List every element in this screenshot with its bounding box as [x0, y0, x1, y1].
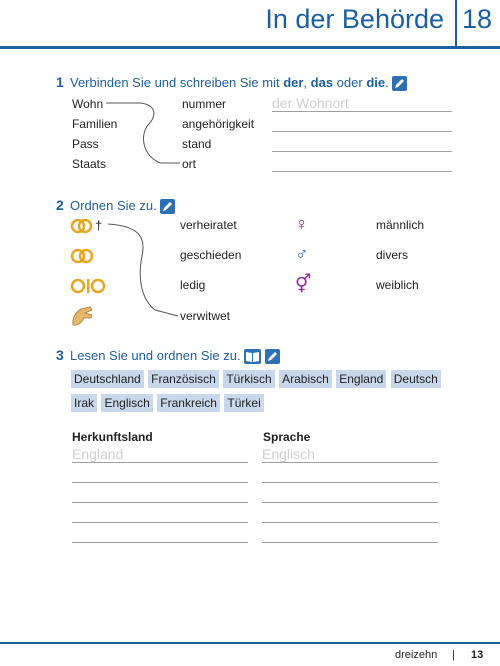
language-line-2[interactable]: [262, 482, 438, 483]
ex1-left-2: Familien: [72, 117, 118, 131]
diverse-icon: ⚥: [295, 274, 312, 294]
language-line-5[interactable]: [262, 542, 438, 543]
ex1-right-3: stand: [182, 137, 212, 151]
ex2-gender-2: divers: [376, 248, 409, 262]
ex2-status-4: verwitwet: [180, 309, 231, 323]
column-header-language: Sprache: [263, 430, 311, 444]
married-rings-icon: [70, 246, 100, 266]
column-header-country: Herkunftsland: [72, 430, 153, 444]
ex3-example-country: England: [72, 446, 124, 462]
ex2-status-2: geschieden: [180, 248, 242, 262]
country-line-4[interactable]: [72, 522, 248, 523]
female-icon: ♀: [295, 214, 309, 234]
ex1-example-answer: der Wohnort: [272, 95, 349, 111]
ex1-answer-line-4[interactable]: [272, 171, 452, 172]
word-chip: Deutsch: [391, 370, 441, 388]
ex2-status-3: ledig: [180, 278, 206, 292]
ex1-connector-line: [100, 95, 190, 170]
ex2-connector-line: [100, 218, 185, 322]
country-line-1[interactable]: [72, 462, 248, 463]
exercise-2-number: 2: [56, 197, 64, 213]
ex1-left-1: Wohn: [72, 97, 104, 111]
book-icon: [244, 349, 261, 364]
word-chip: Irak: [71, 394, 97, 412]
page-number: 13: [471, 649, 484, 661]
language-line-1[interactable]: [262, 462, 438, 463]
ex1-right-4: ort: [182, 157, 197, 171]
pencil-icon: [392, 76, 407, 91]
country-line-5[interactable]: [72, 542, 248, 543]
exercise-2-instruction: Ordnen Sie zu.: [70, 198, 175, 214]
male-icon: ♂: [295, 244, 309, 264]
ex3-example-language: Englisch: [262, 446, 315, 462]
exercise-3-instruction: Lesen Sie und ordnen Sie zu.: [70, 348, 280, 364]
ex1-answer-line-1[interactable]: [272, 111, 452, 112]
page-title: In der Behörde: [265, 4, 444, 34]
exercise-1-number: 1: [56, 74, 64, 90]
word-chip: England: [336, 370, 386, 388]
header-rule: [0, 46, 500, 49]
dagger-symbol: †: [95, 218, 103, 233]
country-line-2[interactable]: [72, 482, 248, 483]
word-bank-row-1: [71, 370, 441, 388]
page-number-word: dreizehn: [395, 649, 438, 661]
word-chip: Arabisch: [279, 370, 332, 388]
footer-rule: [0, 642, 500, 644]
pencil-icon: [265, 349, 280, 364]
exercise-3-number: 3: [56, 347, 64, 363]
word-chip: Frankreich: [157, 394, 220, 412]
word-bank-row-2: [71, 394, 264, 412]
ex1-answer-line-2[interactable]: [272, 131, 452, 132]
word-chip: Französisch: [148, 370, 219, 388]
ex1-right-2: angehörigkeit: [182, 117, 255, 131]
country-line-3[interactable]: [72, 502, 248, 503]
footer-separator: |: [452, 649, 455, 661]
chapter-number: 18: [462, 4, 493, 34]
ex2-status-1: verheiratet: [180, 218, 237, 232]
ex1-answer-line-3[interactable]: [272, 151, 452, 152]
ex1-right-1: nummer: [182, 97, 227, 111]
ex2-gender-1: männlich: [376, 218, 425, 232]
word-chip: Türkisch: [223, 370, 274, 388]
single-hand-icon: [70, 303, 96, 329]
language-line-4[interactable]: [262, 522, 438, 523]
ex1-left-4: Staats: [72, 157, 107, 171]
ex2-gender-3: weiblich: [376, 278, 419, 292]
word-chip: Deutschland: [71, 370, 144, 388]
word-chip: Türkei: [224, 394, 263, 412]
exercise-1-instruction: Verbinden Sie und schreiben Sie mit der, das oder die.: [70, 75, 407, 91]
language-line-3[interactable]: [262, 502, 438, 503]
pencil-icon: [160, 199, 175, 214]
header-divider: [455, 0, 457, 46]
word-chip: Englisch: [101, 394, 152, 412]
ex1-left-3: Pass: [72, 137, 99, 151]
